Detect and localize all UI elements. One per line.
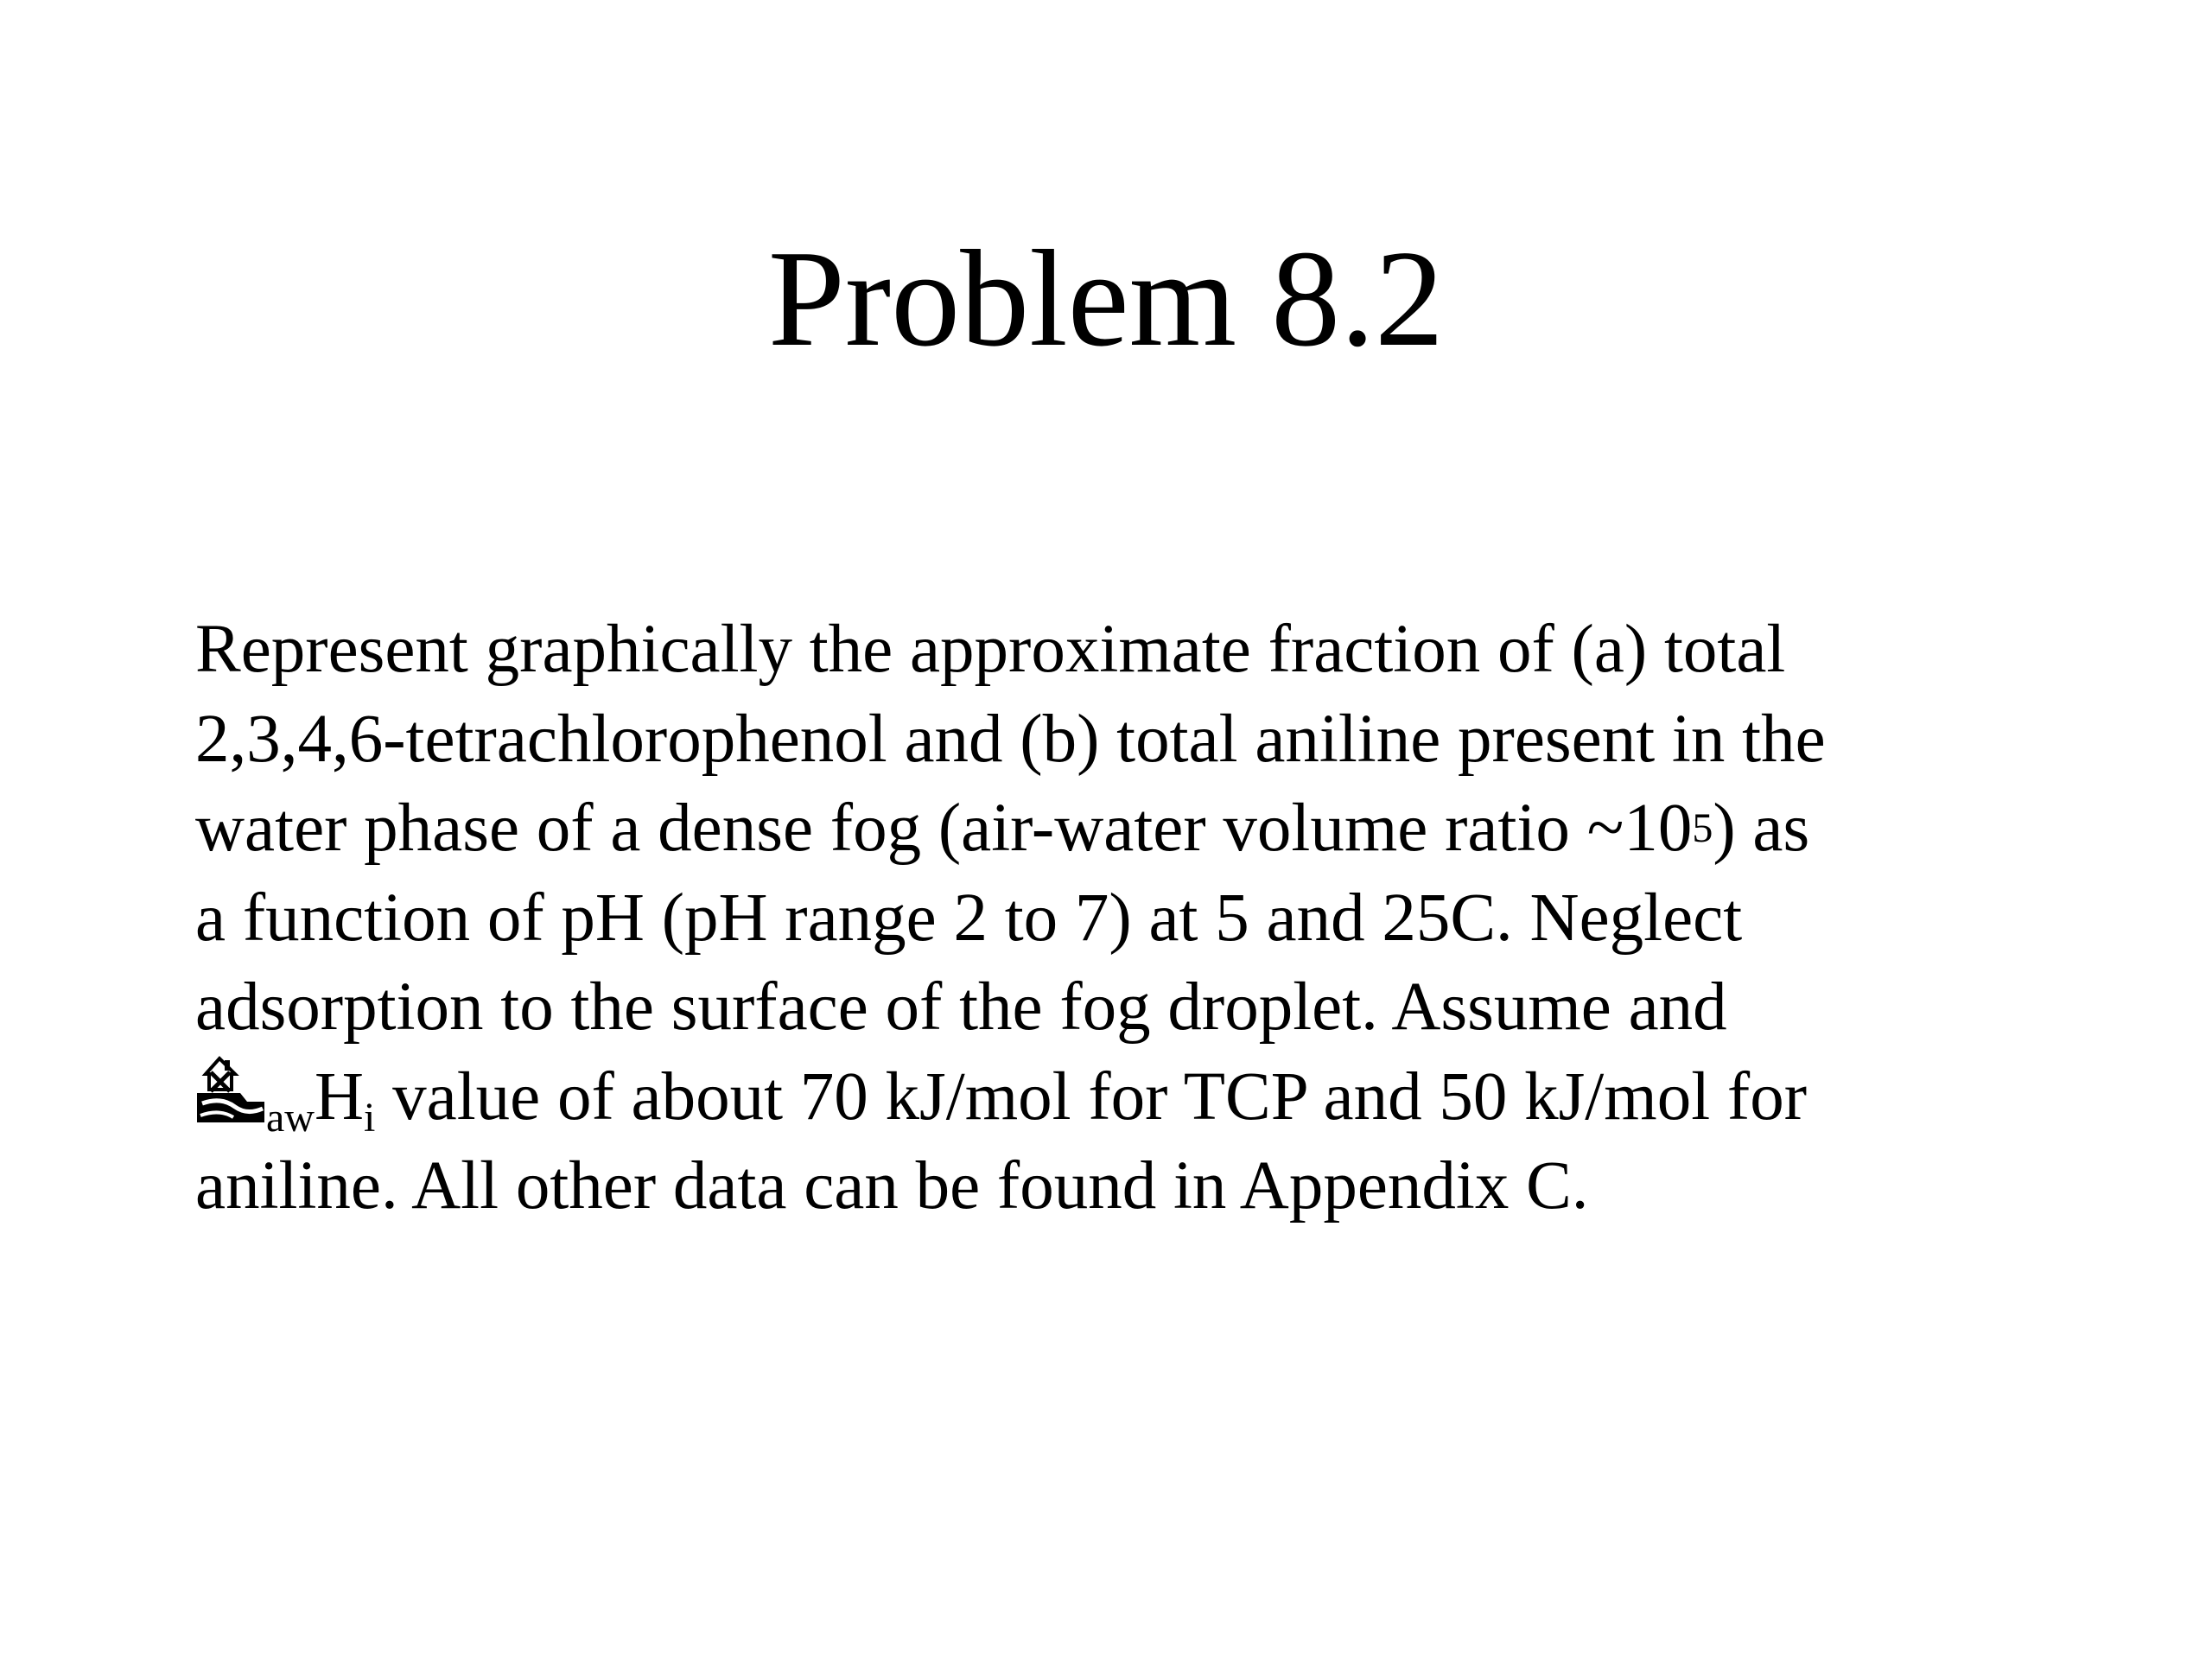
subscript-aw: aw xyxy=(266,1094,315,1141)
problem-line-1: Represent graphically the approximate fraction of (a) total xyxy=(195,612,1786,687)
problem-line-2: 2,3,4,6-tetrachlorophenol and (b) total aniline present in the xyxy=(195,701,1826,777)
missing-symbol-icon xyxy=(195,1055,270,1128)
enthalpy-text: value of about 70 kJ/mol for TCP and 50 kJ/mol for xyxy=(375,1058,1808,1135)
exponent: 5 xyxy=(1692,805,1713,851)
subscript-i: i xyxy=(364,1094,376,1141)
henry-symbol: H xyxy=(314,1058,365,1135)
problem-line-7: aniline. All other data can be found in Appendix C. xyxy=(195,1148,1589,1224)
problem-statement xyxy=(195,605,2200,1231)
problem-line-4: a function of pH (pH range 2 to 7) at 5 and 25C. Neglect xyxy=(195,880,1743,956)
volume-ratio-tail: ) as xyxy=(1713,791,1810,866)
problem-line-3 xyxy=(195,784,2200,874)
problem-line-5: adsorption to the surface of the fog droplet. Assume and xyxy=(195,969,1727,1045)
volume-ratio-text: water phase of a dense fog (air-water volume ratio ~10 xyxy=(195,791,1693,866)
problem-line-6 xyxy=(195,1052,2200,1142)
slide-title: Problem 8.2 xyxy=(767,221,1445,375)
